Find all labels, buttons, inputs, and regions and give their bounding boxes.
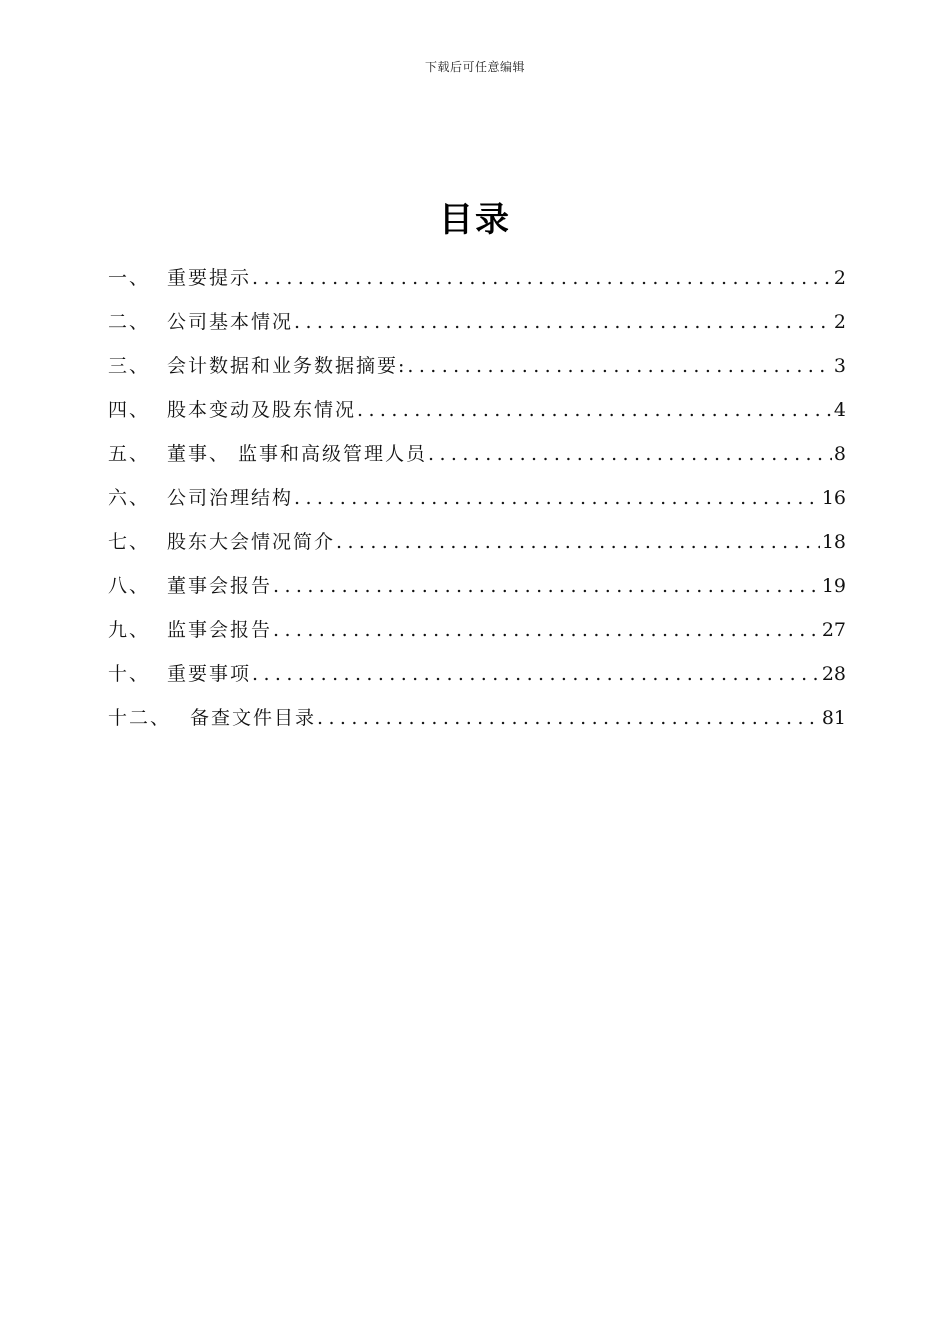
toc-dot-leader [407,344,832,388]
toc-entry-number: 五、 [108,443,151,465]
toc-entry-title: 董事会报告 [167,575,273,597]
toc-entry-number: 三、 [108,355,151,377]
toc-entry-title: 重要事项 [167,663,252,685]
toc-entry-number: 七、 [108,531,151,553]
toc-title: 目录 [439,200,511,240]
toc-entry-number: 十、 [108,663,151,685]
toc-entry-number: 八、 [108,575,151,597]
toc-entry-title: 重要提示 [167,267,252,289]
toc-entry-number: 四、 [108,399,151,421]
toc-entry[interactable] [108,696,846,740]
toc-entry[interactable] [108,300,846,344]
toc-entry[interactable] [108,388,846,432]
toc-entry[interactable] [108,652,846,696]
toc-entry[interactable] [108,432,846,476]
toc-entry[interactable] [108,564,846,608]
toc-entry-number: 九、 [108,619,151,641]
toc-entry[interactable] [108,476,846,520]
toc-entry[interactable] [108,256,846,300]
toc-dot-leader [252,256,832,300]
toc-entry-page: 19 [821,575,846,597]
toc-entry[interactable] [108,344,846,388]
table-of-contents [108,256,846,740]
toc-dot-leader [294,476,820,520]
toc-entry-page: 27 [821,619,846,641]
toc-entry-number: 十二、 [108,707,172,729]
toc-entry-title: 会计数据和业务数据摘要: [167,355,407,377]
toc-entry-page: 16 [821,487,846,509]
toc-entry-title: 公司基本情况 [167,311,294,333]
toc-entry-number: 二、 [108,311,151,333]
toc-entry[interactable] [108,520,846,564]
toc-entry-title: 备查文件目录 [190,707,317,729]
toc-entry-page: 2 [833,311,846,333]
toc-dot-leader [336,520,820,564]
toc-entry[interactable] [108,608,846,652]
toc-entry-page: 81 [821,707,846,729]
toc-entry-title: 股本变动及股东情况 [167,399,357,421]
toc-entry-page: 8 [833,443,846,465]
toc-entry-number: 一、 [108,267,151,289]
toc-entry-page: 2 [833,267,846,289]
toc-dot-leader [252,652,820,696]
toc-entry-title: 监事会报告 [167,619,273,641]
toc-dot-leader [428,432,832,476]
toc-entry-title: 董事、 监事和高级管理人员 [167,443,428,465]
toc-entry-page: 18 [821,531,846,553]
page-header-note: 下载后可任意编辑 [424,60,525,74]
toc-dot-leader [273,564,820,608]
toc-entry-number: 六、 [108,487,151,509]
toc-dot-leader [273,608,820,652]
toc-entry-page: 3 [833,355,846,377]
toc-dot-leader [357,388,832,432]
toc-entry-page: 28 [821,663,846,685]
toc-entry-title: 公司治理结构 [167,487,294,509]
toc-dot-leader [317,696,820,740]
toc-dot-leader [294,300,832,344]
toc-entry-title: 股东大会情况简介 [167,531,336,553]
toc-entry-page: 4 [833,399,846,421]
